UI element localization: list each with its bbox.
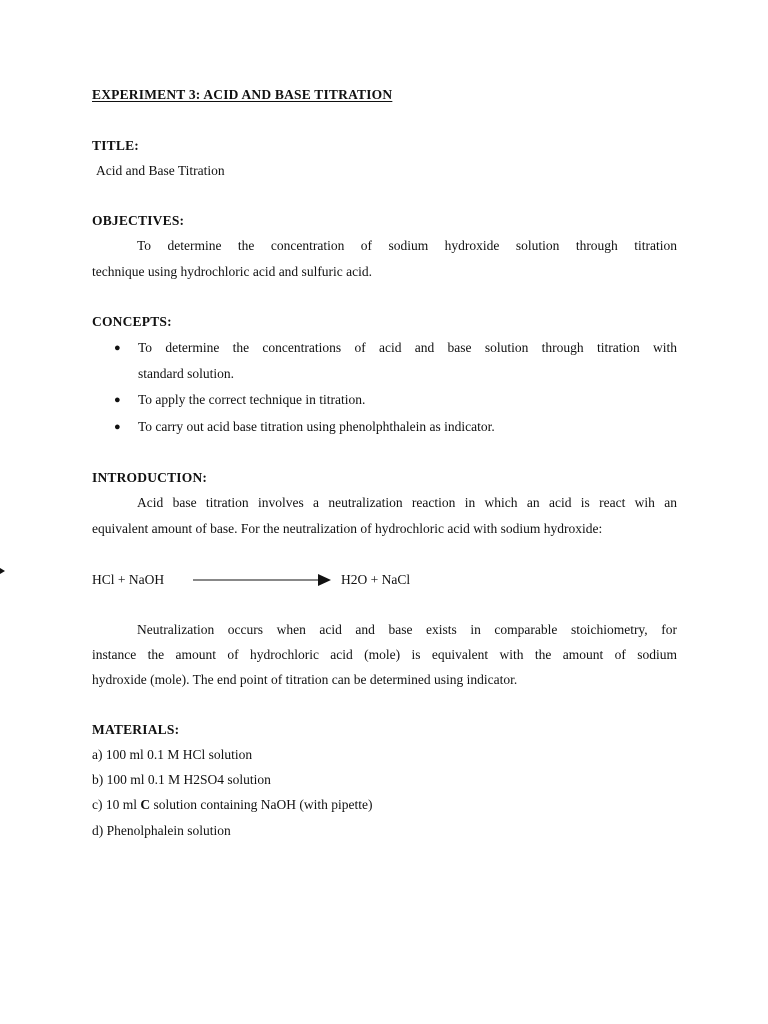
concept-item-line-1: To apply the correct technique in titration. <box>138 392 366 407</box>
intro-p2-line-3: hydroxide (mole). The end point of titration can be determined using indicator. <box>92 672 518 687</box>
materials-item <box>92 796 677 814</box>
title-text: Acid and Base Titration <box>96 163 225 178</box>
title-heading: TITLE: <box>92 138 139 153</box>
objectives-line-1: To determine the concentration of sodium hydroxide solution through titration <box>137 238 677 253</box>
intro-p1-line-2: equivalent amount of base. For the neutralization of hydrochloric acid with sodium hydroxide: <box>92 521 603 536</box>
materials-item: b) 100 ml 0.1 M H2SO4 solution <box>92 772 271 787</box>
intro-p1-line-1: Acid base titration involves a neutralization reaction in which an acid is react wih an <box>137 495 677 510</box>
materials-heading: MATERIALS: <box>92 722 180 737</box>
bullet-icon: ● <box>114 394 121 406</box>
concepts-heading: CONCEPTS: <box>92 314 172 329</box>
concept-item-line-1: To carry out acid base titration using phenolphthalein as indicator. <box>138 419 495 434</box>
materials-item-prefix: c) 10 ml <box>92 797 141 812</box>
materials-item: d) Phenolphalein solution <box>92 823 231 838</box>
introduction-heading: INTRODUCTION: <box>92 470 208 485</box>
reaction-arrow-icon <box>193 572 333 588</box>
materials-item: a) 100 ml 0.1 M HCl solution <box>92 747 253 762</box>
intro-p2-line-2: instance the amount of hydrochloric acid (mole) is equivalent with the amount of sodium <box>92 647 677 662</box>
edge-arrow-icon <box>0 566 6 576</box>
materials-item-bold: C <box>140 797 151 812</box>
objectives-line-2: technique using hydrochloric acid and sulfuric acid. <box>92 264 373 279</box>
concept-item-line-2: standard solution. <box>138 366 234 381</box>
equation-reactants: HCl + NaOH <box>92 572 165 587</box>
bullet-icon: ● <box>114 421 121 433</box>
reaction-equation <box>92 571 492 589</box>
materials-item-suffix: solution containing NaOH (with pipette) <box>150 797 373 812</box>
document-title: EXPERIMENT 3: ACID AND BASE TITRATION <box>92 87 393 102</box>
objectives-heading: OBJECTIVES: <box>92 213 185 228</box>
equation-products: H2O + NaCl <box>341 572 411 587</box>
intro-p2-line-1: Neutralization occurs when acid and base exists in comparable stoichiometry, for <box>137 622 677 637</box>
concept-item-line-1: To determine the concentrations of acid and base solution through titration with <box>138 340 677 355</box>
bullet-icon: ● <box>114 342 121 354</box>
